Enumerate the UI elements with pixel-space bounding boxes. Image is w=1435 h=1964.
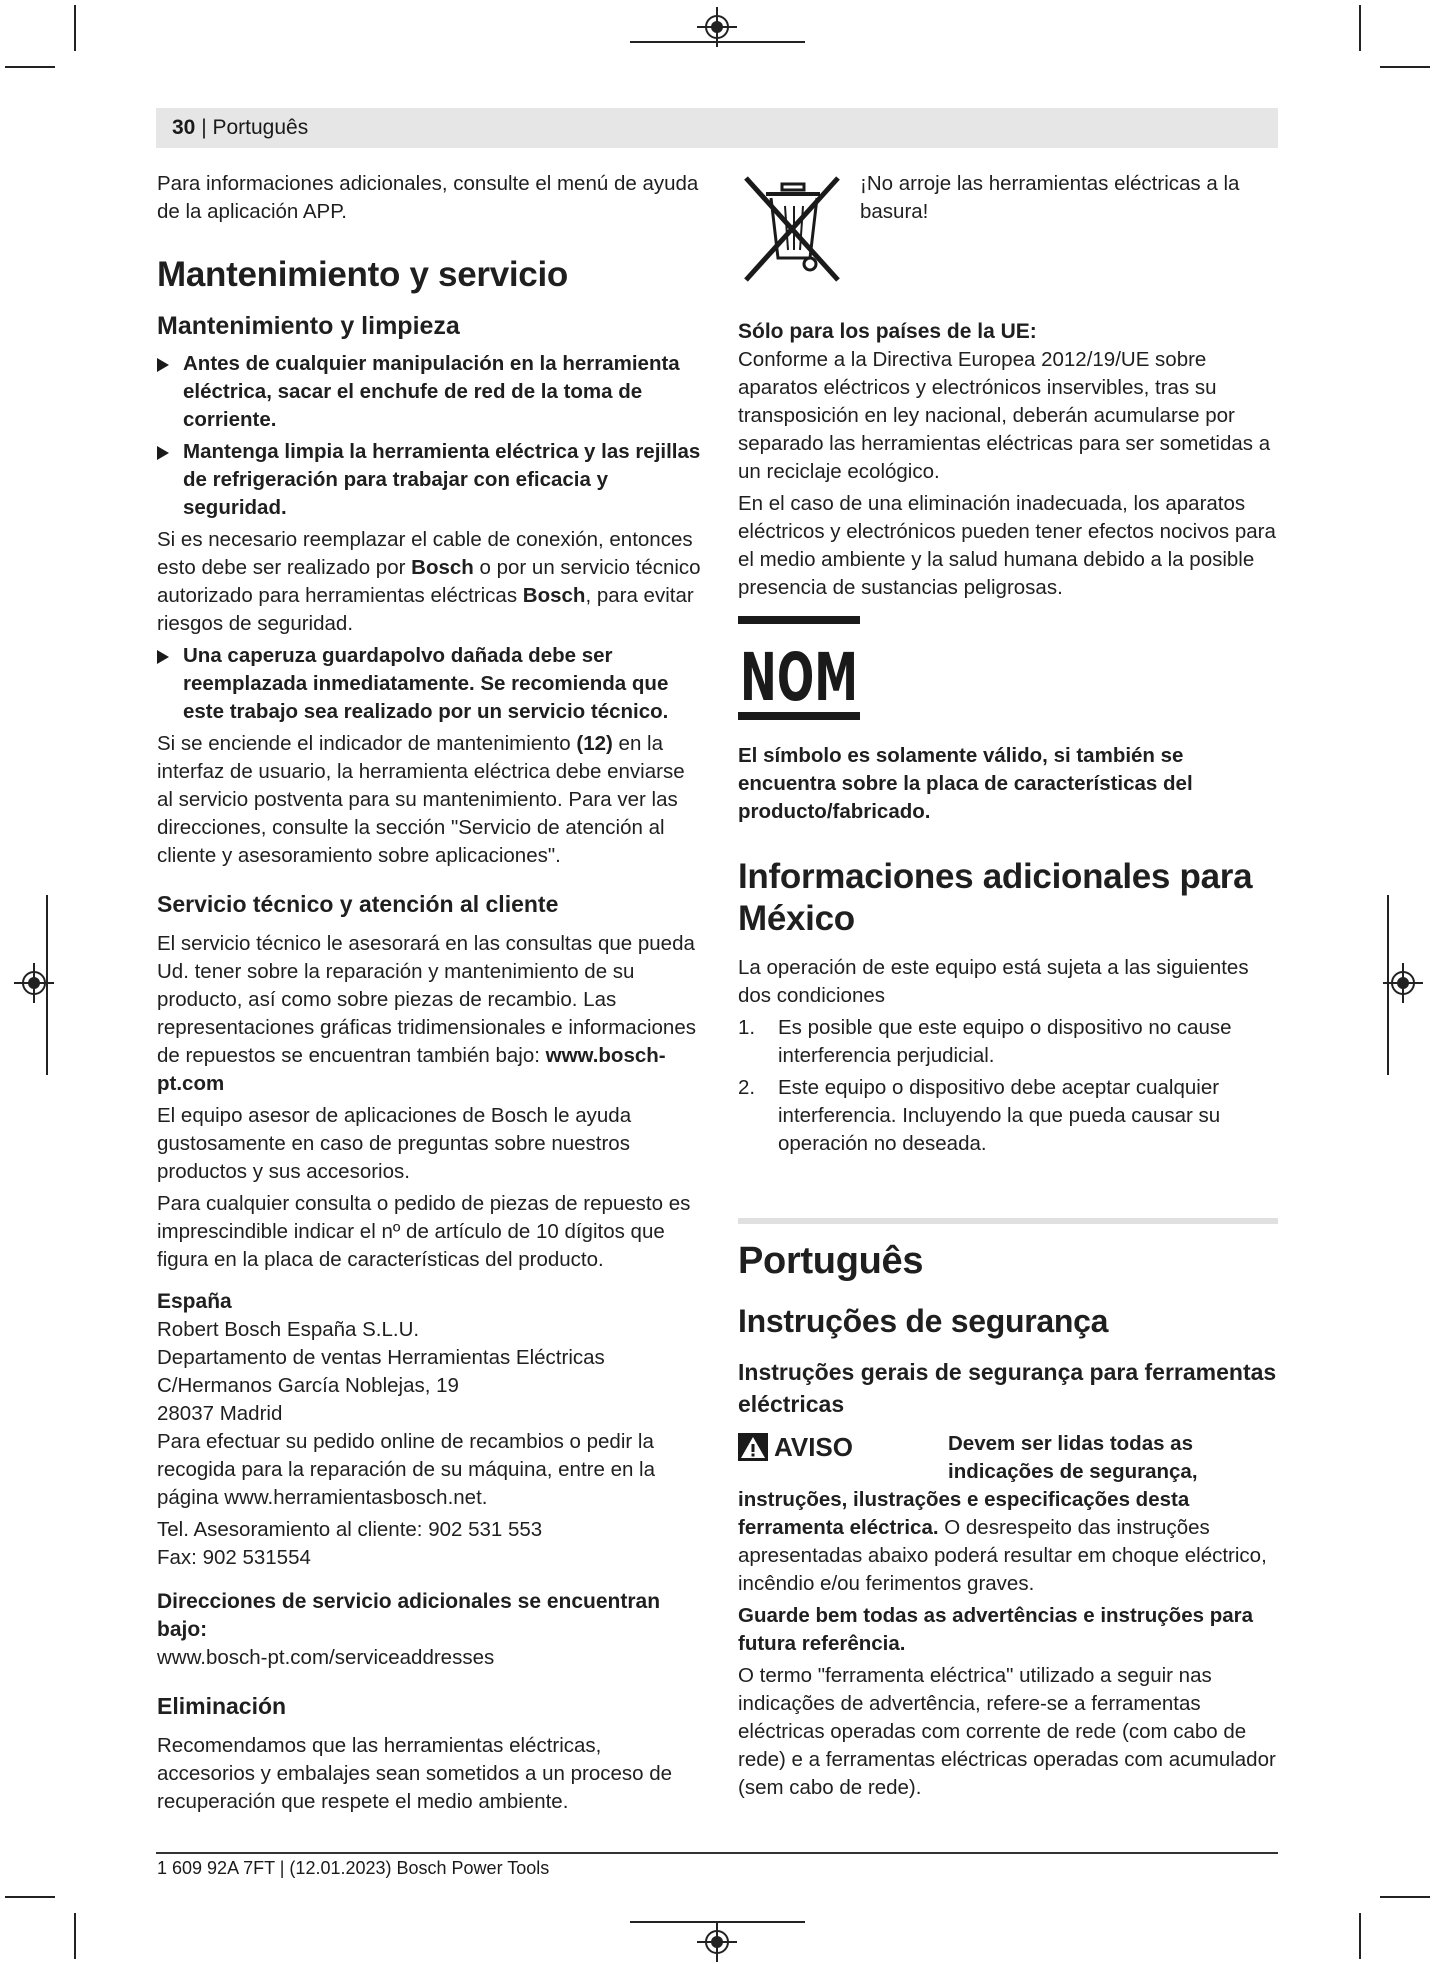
crop-mark (74, 5, 76, 51)
crop-mark (1359, 5, 1361, 51)
nom-logo-text: NOM (740, 639, 858, 716)
service-link[interactable]: www.bosch-pt.com (157, 1044, 666, 1095)
text-run: O desrespeito das instruções apresentadas abaixo poderá resultar em choque eléctrico, incêndio e/ou ferimentos graves. (738, 1516, 1267, 1595)
address-line: Robert Bosch España S.L.U. (157, 1318, 420, 1341)
warning-triangle-icon (738, 1433, 768, 1461)
text-run: Si se enciende el indicador de mantenimiento (157, 732, 577, 755)
condition-item (738, 1014, 1278, 1070)
item-number: 2. (738, 1076, 756, 1099)
phone-line: Tel. Asesoramiento al cliente: 902 531 553 (157, 1518, 543, 1541)
cable-paragraph (157, 526, 701, 638)
term-paragraph: O termo "ferramenta eléctrica" utilizado a seguir nas indicações de advertência, refere-se a ferramentas eléctricas operadas com corrente de rede (com cabo de rede) e a ferramentas eléctricas operadas com acumulador (sem cabo de rede). (738, 1664, 1276, 1799)
text-run: instruções, ilustrações e especificações desta ferramenta eléctrica. (738, 1488, 1190, 1539)
crop-mark (1359, 1913, 1361, 1959)
reference-number: (12) (576, 732, 613, 755)
service-heading: Servicio técnico y atención al cliente (157, 891, 559, 917)
mexico-intro: La operación de este equipo está sujeta a las siguientes dos condiciones (738, 956, 1249, 1007)
nom-note: El símbolo es solamente válido, si también se encuentra sobre la placa de características del producto/fabricado. (738, 744, 1193, 823)
indicator-paragraph (157, 730, 701, 870)
brand-name: Bosch (411, 556, 474, 579)
text-run: El servicio técnico le asesorará en las consultas que pueda Ud. tener sobre la reparación y mantenimiento de su producto, así como sobre piezas de recambio. Las representaciones gráficas tridimensionales e informaciones de repuestos se encuentran también bajo: (157, 932, 696, 1067)
text-run: o por un servicio técnico autorizado para herramientas eléctricas (157, 556, 701, 607)
eu-label: Sólo para los países de la UE: (738, 320, 1037, 343)
safety-bullet (157, 350, 701, 434)
eu-paragraph: En el caso de una eliminación inadecuada, los aparatos eléctricos y electrónicos pueden tener efectos nocivos para el medio ambiente y la salud humana debido a la posible presencia de sustancias peligrosas. (738, 492, 1276, 599)
warning-lead: Devem ser lidas todas as indicações de segurança, (948, 1432, 1198, 1483)
bullet-arrow-icon (157, 650, 169, 664)
warning-label: AVISO (774, 1432, 853, 1462)
bullet-text: Antes de cualquier manipulación en la herramienta eléctrica, sacar el enchufe de red de la toma de corriente. (183, 352, 680, 431)
registration-mark-icon (14, 963, 54, 1003)
crop-mark (1380, 1896, 1430, 1898)
registration-mark-icon (1383, 963, 1423, 1003)
crop-mark (5, 66, 55, 68)
spain-heading: España (157, 1290, 232, 1313)
bullet-arrow-icon (157, 358, 169, 372)
registration-mark-icon (697, 7, 737, 47)
eu-paragraph: Conforme a la Directiva Europea 2012/19/UE sobre aparatos eléctricos y electrónicos inservibles, tras su transposición en ley nacional, deberán acumularse por separado las herramientas eléctricas para ser sometidas a un reciclaje ecológico. (738, 348, 1271, 483)
section-divider (738, 1218, 1278, 1224)
item-text: Este equipo o dispositivo debe aceptar cualquier interferencia. Incluyendo la que pueda causar su operación no deseada. (778, 1076, 1221, 1155)
pt-safety-heading: Instruções de segurança (738, 1303, 1109, 1339)
item-number: 1. (738, 1016, 756, 1039)
address-line: Departamento de ventas Herramientas Eléctricas (157, 1346, 605, 1369)
address-line: C/Hermanos García Noblejas, 19 (157, 1374, 459, 1397)
right-column (738, 170, 1278, 1806)
condition-item (738, 1074, 1278, 1158)
maintenance-heading: Mantenimiento y servicio (157, 255, 568, 294)
bullet-text: Mantenga limpia la herramienta eléctrica y las rejillas de refrigeración para trabajar con eficacia y seguridad. (183, 440, 701, 519)
intro-paragraph: Para informaciones adicionales, consulte el menú de ayuda de la aplicación APP. (157, 172, 699, 223)
warning-badge (738, 1430, 948, 1464)
service-paragraph (157, 930, 701, 1098)
warning-paragraph (738, 1486, 1278, 1598)
cleaning-heading: Mantenimiento y limpieza (157, 312, 460, 340)
text-run: en la interfaz de usuario, la herramienta eléctrica debe enviarse al servicio postventa para su mantenimiento. Para ver las direcciones, consulte la sección "Servicio de atención al cliente y asesoramiento sobre aplicaciones". (157, 732, 685, 867)
text-run: Si es necesario reemplazar el cable de conexión, entonces esto debe ser realizado por (157, 528, 693, 579)
weee-notice (738, 170, 1278, 288)
crossed-out-bin-icon (738, 170, 846, 288)
page-header-bar (156, 108, 1278, 148)
crop-mark (1380, 66, 1430, 68)
disposal-paragraph: Recomendamos que las herramientas eléctricas, accesorios y embalajes sean sometidos a un proceso de recuperación que respete el medio ambiente. (157, 1734, 673, 1813)
page-number: 30 (172, 116, 196, 139)
portuguese-heading: Português (738, 1240, 924, 1282)
item-text: Es posible que este equipo o dispositivo no cause interferencia perjudicial. (778, 1016, 1232, 1067)
addresses-link[interactable]: www.bosch-pt.com/serviceaddresses (157, 1646, 495, 1669)
left-column (157, 170, 701, 1820)
keep-instructions: Guarde bem todas as advertências e instruções para futura referência. (738, 1604, 1253, 1655)
safety-bullet (157, 642, 701, 726)
fax-line: Fax: 902 531554 (157, 1546, 311, 1569)
address-line: 28037 Madrid (157, 1402, 283, 1425)
bullet-text: Una caperuza guardapolvo dañada debe ser reemplazada inmediatamente. Se recomienda que este trabajo sea realizado por un servicio técnico. (183, 644, 669, 723)
addresses-label: Direcciones de servicio adicionales se encuentran bajo: (157, 1590, 661, 1641)
mexico-heading: Informaciones adicionales para México (738, 857, 1253, 938)
safety-bullet (157, 438, 701, 522)
service-paragraph: El equipo asesor de aplicaciones de Bosch le ayuda gustosamente en caso de preguntas sobre nuestros productos y sus accesorios. (157, 1104, 632, 1183)
text-run: , para evitar riesgos de seguridad. (157, 584, 694, 635)
nom-logo-icon (738, 616, 860, 720)
page-footer: 1 609 92A 7FT | (12.01.2023) Bosch Power Tools (157, 1858, 550, 1878)
header-language: Português (212, 116, 309, 139)
bullet-arrow-icon (157, 446, 169, 460)
crop-mark (74, 1913, 76, 1959)
disposal-heading: Eliminación (157, 1693, 287, 1719)
brand-name: Bosch (522, 584, 586, 607)
crop-mark (5, 1896, 55, 1898)
bin-warning-text: ¡No arroje las herramientas eléctricas a la basura! (860, 172, 1240, 223)
pt-general-heading: Instruções gerais de segurança para ferramentas eléctricas (738, 1359, 1277, 1417)
online-order-paragraph: Para efectuar su pedido online de recambios o pedir la recogida para la reparación de su máquina, entre en la página www.herramientasbosch.net. (157, 1430, 656, 1509)
warning-block (738, 1430, 1278, 1486)
registration-mark-icon (697, 1922, 737, 1962)
page-header: 30 | Português (172, 116, 309, 139)
footer-rule (156, 1852, 1278, 1854)
service-paragraph: Para cualquier consulta o pedido de piezas de repuesto es imprescindible indicar el nº de artículo de 10 dígitos que figura en la placa de características del producto. (157, 1192, 691, 1271)
